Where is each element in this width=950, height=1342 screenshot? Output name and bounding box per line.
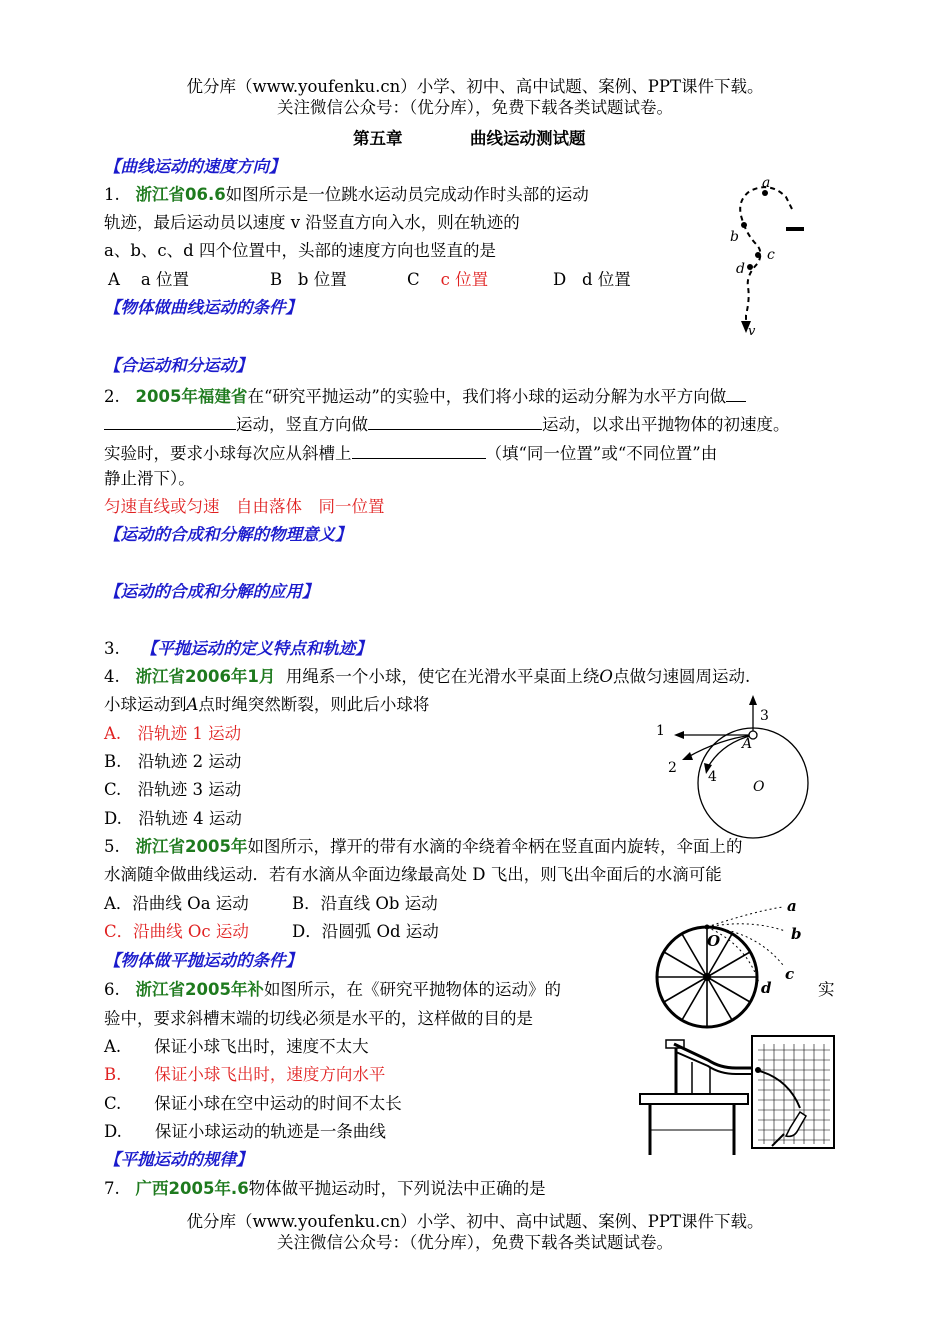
question-number: 4. bbox=[104, 667, 120, 686]
point-a: A bbox=[186, 695, 199, 714]
fig-label-a: a bbox=[762, 175, 771, 191]
fig-label-v: v bbox=[748, 324, 756, 339]
question-text: （填“同一位置”或“不同位置”由 bbox=[485, 444, 718, 463]
question-4-option-d: D. 沿轨迹 4 运动 bbox=[104, 809, 242, 828]
question-number: 6. bbox=[104, 980, 120, 999]
footer-line-1: 优分库（www.youfenku.cn）小学、初中、高中试题、案例、PPT课件下载。 bbox=[186, 1212, 764, 1231]
question-1-option-b bbox=[270, 269, 347, 291]
section-velocity-direction: 【曲线运动的速度方向】 bbox=[104, 157, 286, 176]
trajectory-label-2: 2 bbox=[668, 760, 677, 776]
chapter-title: 曲线运动测试题 bbox=[470, 129, 586, 148]
option-c-answer: c 位置 bbox=[440, 270, 489, 289]
question-source: 浙江省2005年补 bbox=[135, 980, 264, 999]
question-source: 浙江省06.6 bbox=[135, 185, 226, 204]
chapter-number: 第五章 bbox=[353, 129, 403, 148]
umbrella-label-d: d bbox=[761, 979, 772, 997]
dive-trajectory-figure bbox=[720, 175, 815, 340]
question-text: 运动，竖直方向做 bbox=[236, 415, 368, 434]
umbrella-figure bbox=[655, 895, 815, 1030]
question-text: 小球运动到 bbox=[104, 695, 187, 714]
question-5-option-c: C．沿曲线 Oc 运动 bbox=[104, 922, 249, 941]
question-2-line-4: 静止滑下）。 bbox=[104, 469, 195, 488]
question-6-line-1-end: 实 bbox=[818, 980, 835, 999]
point-a-label: A bbox=[742, 736, 753, 752]
answer-blank-2[interactable] bbox=[368, 411, 542, 430]
question-number: 1. bbox=[104, 185, 120, 204]
question-source: 2005年福建省 bbox=[135, 387, 248, 406]
umbrella-label-c: c bbox=[785, 965, 795, 983]
section-application: 【运动的合成和分解的应用】 bbox=[104, 582, 319, 601]
question-1-option-d bbox=[553, 269, 631, 291]
question-1-line-2: 轨迹，最后运动员以速度 v 沿竖直方向入水，则在轨迹的 bbox=[104, 213, 520, 232]
question-6-option-b: B. 保证小球飞出时，速度方向水平 bbox=[104, 1065, 386, 1084]
projectile-apparatus-figure bbox=[640, 1030, 840, 1155]
section-resultant-component: 【合运动和分运动】 bbox=[104, 356, 253, 375]
option-a-letter: A bbox=[108, 270, 120, 289]
question-6-option-a: A. 保证小球飞出时，速度不太大 bbox=[104, 1037, 369, 1056]
fig-label-d: d bbox=[736, 261, 745, 277]
question-1-options bbox=[108, 269, 189, 291]
question-source: 浙江省2005年 bbox=[135, 837, 248, 856]
section-projectile-condition: 【物体做平抛运动的条件】 bbox=[104, 951, 302, 970]
option-c-letter: C bbox=[407, 270, 420, 289]
section-projectile-definition: 【平抛运动的定义特点和轨迹】 bbox=[140, 639, 372, 658]
header-line-1: 优分库（www.youfenku.cn）小学、初中、高中试题、案例、PPT课件下载。 bbox=[186, 77, 764, 96]
question-source: 浙江省2006年1月 bbox=[135, 667, 276, 686]
question-number: 3. bbox=[104, 639, 120, 658]
question-5-option-d: D．沿圆弧 Od 运动 bbox=[292, 922, 439, 941]
option-b-letter: B bbox=[270, 270, 283, 289]
question-3-line bbox=[104, 638, 372, 660]
question-number: 2. bbox=[104, 387, 120, 406]
question-text: 实验时，要求小球每次应从斜槽上 bbox=[104, 444, 352, 463]
question-2-line-1 bbox=[104, 383, 746, 408]
question-2-line-2 bbox=[104, 411, 790, 436]
answer-blank-1[interactable] bbox=[104, 411, 236, 430]
question-text: 运动，以求出平抛物体的初速度。 bbox=[542, 415, 790, 434]
footer-line-2: 关注微信公众号：（优分库），免费下载各类试题试卷。 bbox=[277, 1233, 673, 1252]
question-text: 如图所示是一位跳水运动员完成动作时头部的运动 bbox=[225, 185, 589, 204]
question-5-line-1 bbox=[104, 836, 742, 858]
question-source: 广西2005年.6 bbox=[135, 1179, 249, 1198]
question-1-line-1 bbox=[104, 184, 589, 206]
point-o: O bbox=[599, 667, 613, 686]
header-line-2: 关注微信公众号：（优分库），免费下载各类试题试卷。 bbox=[277, 98, 673, 117]
question-2-line-3 bbox=[104, 440, 717, 465]
option-a: a 位置 bbox=[140, 270, 189, 289]
circular-motion-figure bbox=[650, 695, 820, 845]
umbrella-label-a: a bbox=[787, 897, 797, 915]
question-6-option-c: C. 保证小球在空中运动的时间不太长 bbox=[104, 1094, 402, 1113]
fig-label-b: b bbox=[730, 229, 739, 245]
question-text: 在“研究平抛运动”的实验中，我们将小球的运动分解为水平方向做 bbox=[247, 387, 727, 406]
question-text: 用绳系一个小球，使它在光滑水平桌面上绕 bbox=[285, 667, 600, 686]
section-curvilinear-condition: 【物体做曲线运动的条件】 bbox=[104, 298, 302, 317]
umbrella-label-b: b bbox=[791, 925, 802, 943]
question-6-option-d: D. 保证小球运动的轨迹是一条曲线 bbox=[104, 1122, 386, 1141]
question-7-line-1 bbox=[104, 1178, 546, 1200]
trajectory-label-3: 3 bbox=[760, 708, 769, 724]
question-6-line-2: 验中，要求斜槽末端的切线必须是水平的，这样做的目的是 bbox=[104, 1009, 533, 1028]
section-projectile-laws: 【平抛运动的规律】 bbox=[104, 1150, 253, 1169]
question-1-line-3: a、b、c、d 四个位置中，头部的速度方向也竖直的是 bbox=[104, 241, 496, 260]
section-physical-meaning: 【运动的合成和分解的物理意义】 bbox=[104, 525, 352, 544]
option-b: b 位置 bbox=[297, 270, 347, 289]
question-4-option-c: C. 沿轨迹 3 运动 bbox=[104, 780, 242, 799]
question-number: 5. bbox=[104, 837, 120, 856]
option-d-letter: D bbox=[553, 270, 567, 289]
question-4-option-b: B. 沿轨迹 2 运动 bbox=[104, 752, 242, 771]
question-5-line-2: 水滴随伞做曲线运动．若有水滴从伞面边缘最高处 D 飞出，则飞出伞面后的水滴可能 bbox=[104, 865, 722, 884]
trajectory-label-4: 4 bbox=[708, 769, 717, 785]
answer-blank-3[interactable] bbox=[352, 440, 486, 459]
answer-blank[interactable] bbox=[726, 383, 746, 402]
question-text: 点做匀速圆周运动. bbox=[612, 667, 751, 686]
question-2-answer: 匀速直线或匀速 自由落体 同一位置 bbox=[104, 497, 385, 516]
trajectory-label-1: 1 bbox=[656, 723, 665, 739]
question-number: 7. bbox=[104, 1179, 120, 1198]
question-text: 物体做平抛运动时，下列说法中正确的是 bbox=[248, 1179, 546, 1198]
question-text: 点时绳突然断裂，则此后小球将 bbox=[198, 695, 430, 714]
question-5-option-a: A．沿曲线 Oa 运动 bbox=[104, 894, 249, 913]
question-4-line-2 bbox=[104, 694, 429, 716]
question-text: 如图所示，在《研究平抛物体的运动》的 bbox=[263, 980, 561, 999]
question-4-line-1 bbox=[104, 666, 750, 688]
umbrella-label-o: O bbox=[707, 932, 721, 950]
question-text: 如图所示，撑开的带有水滴的伞绕着伞柄在竖直面内旋转，伞面上的 bbox=[247, 837, 743, 856]
question-5-option-b: B．沿直线 Ob 运动 bbox=[292, 894, 438, 913]
question-4-option-a: A. 沿轨迹 1 运动 bbox=[104, 724, 242, 743]
fig-label-c: c bbox=[767, 247, 775, 263]
question-1-option-c bbox=[407, 269, 488, 291]
option-d: d 位置 bbox=[581, 270, 631, 289]
point-o-label: O bbox=[753, 779, 765, 795]
question-6-line-1 bbox=[104, 979, 561, 1001]
